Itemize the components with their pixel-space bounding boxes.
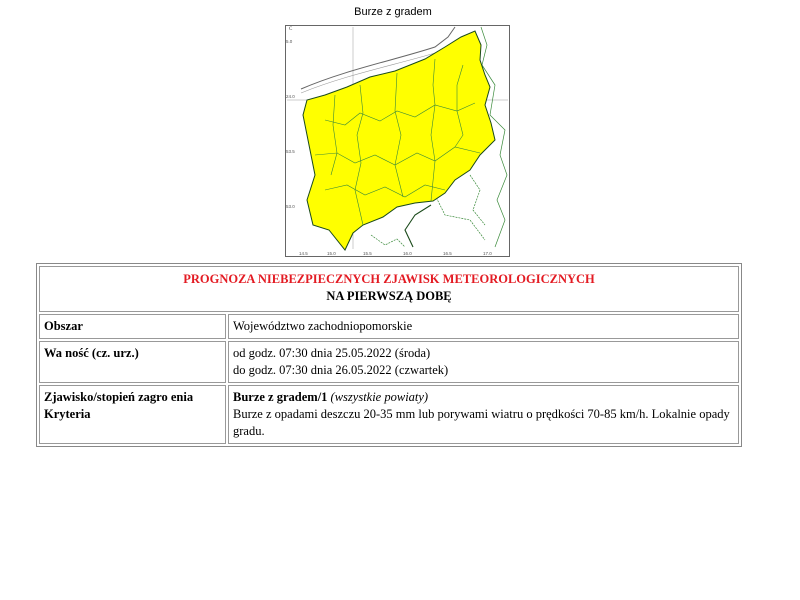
lat-label: 24.0 (286, 94, 295, 99)
lat-label: 5.0 (286, 39, 293, 44)
map-corner-label: C (289, 27, 293, 32)
validity-value (228, 341, 739, 383)
phenomenon-label (39, 385, 226, 444)
lon-label: 17.0 (483, 251, 492, 256)
header-title: PROGNOZA NIEBEZPIECZNYCH ZJAWISK METEOROLOGICZNYCH (183, 272, 595, 286)
warning-map (285, 25, 510, 257)
lon-label: 14.5 (299, 251, 308, 256)
lon-label: 15.5 (363, 251, 372, 256)
area-label: Obszar (39, 314, 226, 339)
phenomenon-criteria: Burze z opadami deszczu 20-35 mm lub porywami wiatru o prędkości 70-85 km/h. Lokalnie opady gradu. (233, 407, 730, 438)
validity-to: do godz. 07:30 dnia 26.05.2022 (czwartek) (233, 363, 449, 377)
table-header (39, 266, 739, 312)
lat-label: 53.5 (286, 149, 295, 154)
area-value: Województwo zachodniopomorskie (228, 314, 739, 339)
lat-label: 53.0 (286, 204, 295, 209)
lon-label: 15.0 (327, 251, 336, 256)
lon-label: 16.5 (443, 251, 452, 256)
forecast-table (36, 263, 742, 447)
header-subtitle: NA PIERWSZĄ DOBĘ (326, 289, 452, 303)
validity-label: Wa ność (cz. urz.) (39, 341, 226, 383)
lon-label: 16.0 (403, 251, 412, 256)
phenomenon-label-line2: Kryteria (44, 407, 91, 421)
map-title: Burze z gradem (354, 6, 432, 18)
validity-from: od godz. 07:30 dnia 25.05.2022 (środa) (233, 346, 431, 360)
phenomenon-value (228, 385, 739, 444)
phenomenon-scope: (wszystkie powiaty) (330, 390, 429, 404)
phenomenon-name: Burze z gradem/1 (233, 390, 328, 404)
phenomenon-label-line1: Zjawisko/stopień zagro enia (44, 390, 194, 404)
